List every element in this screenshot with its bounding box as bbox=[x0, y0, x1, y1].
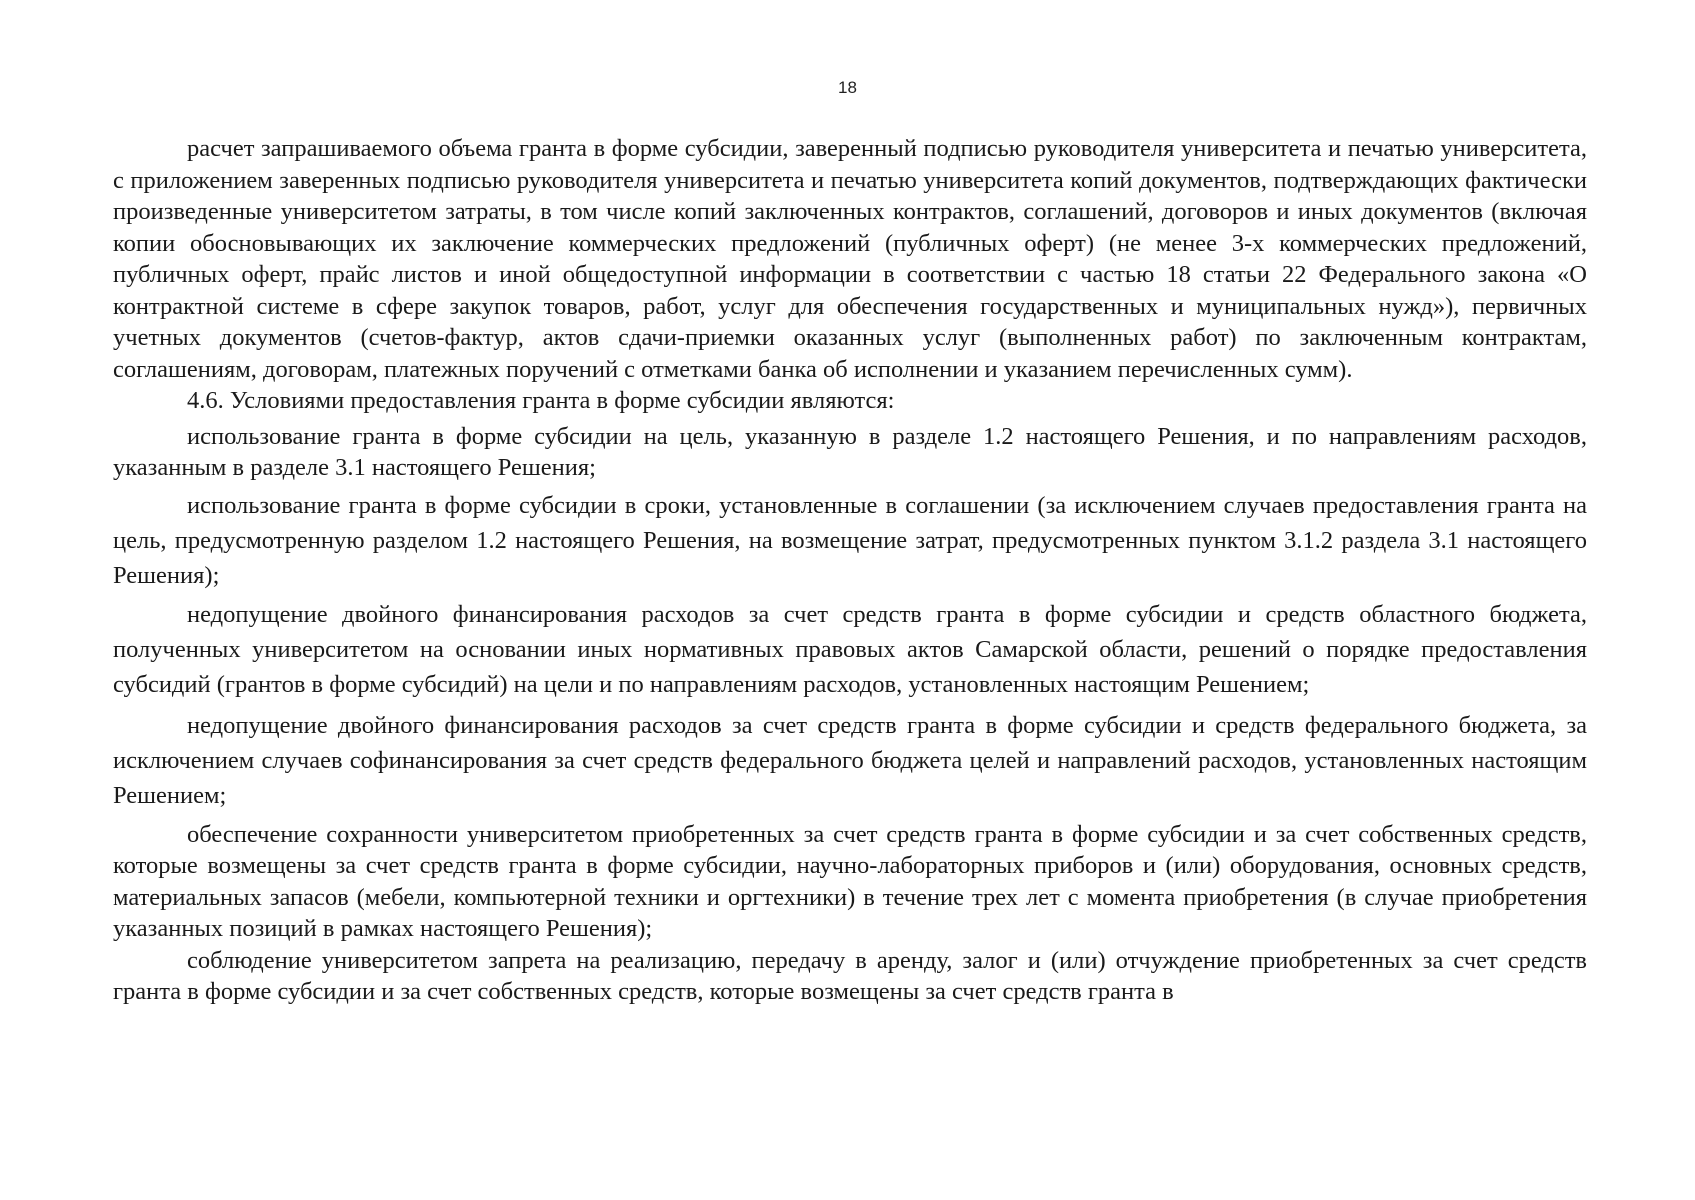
document-body bbox=[113, 133, 1587, 1008]
paragraph-grant-use-terms: использование гранта в форме субсидии в сроки, установленные в соглашении (за исключением случаев предоставления гранта на цель, предусмотренную разделом 1.2 настоящего Решения, на возмещение затрат, предусмотренных пунктом 3.1.2 раздела 3.1 настоящего Решения); bbox=[113, 491, 1587, 589]
paragraph-documents-list: расчет запрашиваемого объема гранта в форме субсидии, заверенный подписью руководителя университета и печатью университета, с приложением заверенных подписью руководителя университета и печатью университета копий документов, подтверждающих фактически произведенные университетом затраты, в том числе копий заключенных контрактов, соглашений, договоров и иных документов (включая копии обосновывающих их заключение коммерческих предложений (публичных оферт) (не менее 3-х коммерческих предложений, публичных оферт, прайс листов и иной общедоступной информации в соответствии с частью 18 статьи 22 Федерального закона «О контрактной системе в сфере закупок товаров, работ, услуг для обеспечения государственных и муниципальных нужд»), первичных учетных документов (счетов-фактур, актов сдачи-приемки оказанных услуг (выполненных работ) по заключенным контрактам, соглашениям, договорам, платежных поручений с отметками банка об исполнении и указанием перечисленных сумм). bbox=[113, 135, 1587, 383]
paragraph-asset-sale-ban: соблюдение университетом запрета на реализацию, передачу в аренду, залог и (или) отчуждение приобретенных за счет средств гранта в форме субсидии и за счет собственных средств, которые возмещены за счет средств гранта в bbox=[113, 946, 1587, 1005]
paragraph-no-double-financing-federal: недопущение двойного финансирования расходов за счет средств гранта в форме субсидии и средств федерального бюджета, за исключением случаев софинансирования за счет средств федерального бюджета целей и направлений расходов, установленных настоящим Решением; bbox=[113, 711, 1587, 809]
page-number: 18 bbox=[838, 78, 857, 97]
paragraph-asset-preservation: обеспечение сохранности университетом приобретенных за счет средств гранта в форме субсидии и за счет собственных средств, которые возмещены за счет средств гранта в форме субсидии, научно-лабораторных приборов и (или) оборудования, основных средств, материальных запасов (мебели, компьютерной техники и оргтехники) в течение трех лет с момента приобретения (в случае приобретения указанных позиций в рамках настоящего Решения); bbox=[113, 820, 1587, 942]
paragraph-grant-use-purpose: использование гранта в форме субсидии на цель, указанную в разделе 1.2 настоящего Решения, и по направлениям расходов, указанным в разделе 3.1 настоящего Решения; bbox=[113, 422, 1587, 481]
paragraph-section-4-6-heading: 4.6. Условиями предоставления гранта в форме субсидии являются: bbox=[187, 387, 895, 414]
paragraph-no-double-financing-regional: недопущение двойного финансирования расходов за счет средств гранта в форме субсидии и средств областного бюджета, полученных университетом на основании иных нормативных правовых актов Самарской области, решений о порядке предоставления субсидий (грантов в форме субсидий) на цели и по направлениям расходов, установленных настоящим Решением; bbox=[113, 600, 1587, 698]
